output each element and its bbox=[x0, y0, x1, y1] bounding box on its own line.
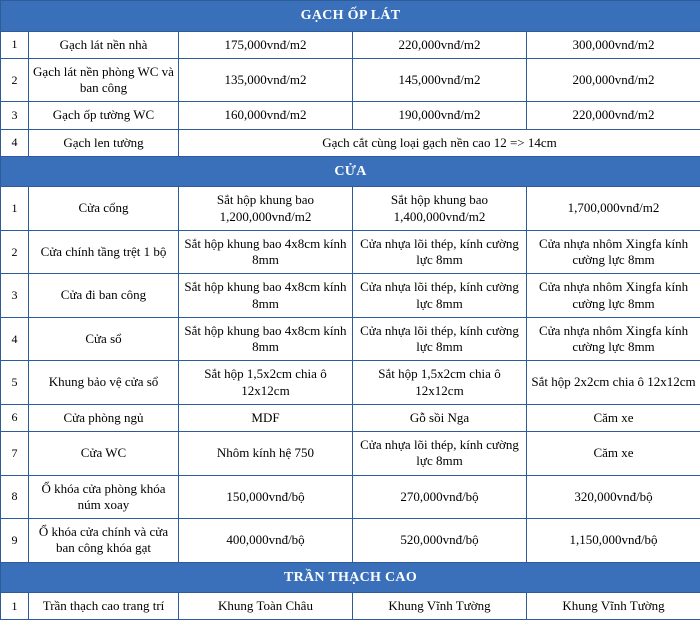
row-value-2: 190,000vnđ/m2 bbox=[353, 102, 527, 129]
table-row bbox=[1, 432, 700, 476]
row-value-1: Sắt hộp 1,5x2cm chia ô 12x12cm bbox=[179, 361, 353, 405]
row-value-3: Cửa nhựa nhôm Xingfa kính cường lực 8mm bbox=[527, 274, 700, 318]
table-row bbox=[1, 58, 700, 102]
row-value-3: Khung Vĩnh Tường bbox=[527, 593, 700, 620]
row-value-1: 150,000vnđ/bộ bbox=[179, 475, 353, 519]
row-value-2: 520,000vnđ/bộ bbox=[353, 519, 527, 563]
row-value-2: Khung Vĩnh Tường bbox=[353, 593, 527, 620]
row-value-1: Sắt hộp khung bao 4x8cm kính 8mm bbox=[179, 317, 353, 361]
row-item-name: Cửa cổng bbox=[29, 187, 179, 231]
row-merged-value: Gạch cắt cùng loại gạch nền cao 12 => 14cm bbox=[179, 129, 700, 156]
row-index: 1 bbox=[1, 31, 29, 58]
table-row bbox=[1, 274, 700, 318]
row-item-name: Gạch lát nền phòng WC và ban công bbox=[29, 58, 179, 102]
row-value-1: 160,000vnđ/m2 bbox=[179, 102, 353, 129]
row-value-1: Nhôm kính hệ 750 bbox=[179, 432, 353, 476]
row-value-2: Sắt hộp khung bao 1,400,000vnđ/m2 bbox=[353, 187, 527, 231]
row-value-3: 1,700,000vnđ/m2 bbox=[527, 187, 700, 231]
row-item-name: Gạch ốp tường WC bbox=[29, 102, 179, 129]
row-value-2: Cửa nhựa lõi thép, kính cường lực 8mm bbox=[353, 432, 527, 476]
table-row bbox=[1, 31, 700, 58]
row-index: 9 bbox=[1, 519, 29, 563]
row-index: 4 bbox=[1, 129, 29, 156]
row-item-name: Ổ khóa cửa phòng khóa núm xoay bbox=[29, 475, 179, 519]
row-item-name: Gạch len tường bbox=[29, 129, 179, 156]
row-value-2: Cửa nhựa lõi thép, kính cường lực 8mm bbox=[353, 317, 527, 361]
table-body bbox=[1, 1, 700, 620]
section-title: CỬA bbox=[1, 156, 700, 187]
row-value-3: Cửa nhựa nhôm Xingfa kính cường lực 8mm bbox=[527, 230, 700, 274]
row-index: 7 bbox=[1, 432, 29, 476]
row-index: 3 bbox=[1, 274, 29, 318]
table-row bbox=[1, 519, 700, 563]
section-header-row bbox=[1, 562, 700, 593]
row-value-3: 300,000vnđ/m2 bbox=[527, 31, 700, 58]
row-value-1: 400,000vnđ/bộ bbox=[179, 519, 353, 563]
row-value-3: Sắt hộp 2x2cm chia ô 12x12cm bbox=[527, 361, 700, 405]
row-item-name: Gạch lát nền nhà bbox=[29, 31, 179, 58]
row-item-name: Cửa sổ bbox=[29, 317, 179, 361]
row-value-1: Sắt hộp khung bao 1,200,000vnđ/m2 bbox=[179, 187, 353, 231]
row-index: 1 bbox=[1, 593, 29, 620]
row-item-name: Trần thạch cao trang trí bbox=[29, 593, 179, 620]
row-value-1: MDF bbox=[179, 404, 353, 431]
row-value-3: 200,000vnđ/m2 bbox=[527, 58, 700, 102]
table-row bbox=[1, 129, 700, 156]
row-value-2: Cửa nhựa lõi thép, kính cường lực 8mm bbox=[353, 274, 527, 318]
section-header-row bbox=[1, 156, 700, 187]
row-index: 5 bbox=[1, 361, 29, 405]
row-value-1: Sắt hộp khung bao 4x8cm kính 8mm bbox=[179, 274, 353, 318]
row-index: 4 bbox=[1, 317, 29, 361]
row-value-1: Sắt hộp khung bao 4x8cm kính 8mm bbox=[179, 230, 353, 274]
row-value-2: 270,000vnđ/bộ bbox=[353, 475, 527, 519]
table-row bbox=[1, 187, 700, 231]
table-row bbox=[1, 102, 700, 129]
row-index: 2 bbox=[1, 58, 29, 102]
row-item-name: Cửa chính tầng trệt 1 bộ bbox=[29, 230, 179, 274]
section-title: TRẦN THẠCH CAO bbox=[1, 562, 700, 593]
row-index: 1 bbox=[1, 187, 29, 231]
row-value-2: Cửa nhựa lõi thép, kính cường lực 8mm bbox=[353, 230, 527, 274]
row-value-2: 220,000vnđ/m2 bbox=[353, 31, 527, 58]
row-value-3: Căm xe bbox=[527, 404, 700, 431]
row-value-2: Gỗ sồi Nga bbox=[353, 404, 527, 431]
row-value-3: 320,000vnđ/bộ bbox=[527, 475, 700, 519]
table-row bbox=[1, 317, 700, 361]
row-index: 8 bbox=[1, 475, 29, 519]
row-value-2: Sắt hộp 1,5x2cm chia ô 12x12cm bbox=[353, 361, 527, 405]
row-item-name: Cửa đi ban công bbox=[29, 274, 179, 318]
table-row bbox=[1, 230, 700, 274]
row-item-name: Cửa WC bbox=[29, 432, 179, 476]
row-value-1: 135,000vnđ/m2 bbox=[179, 58, 353, 102]
row-item-name: Khung bảo vệ cửa sổ bbox=[29, 361, 179, 405]
row-value-1: Khung Toàn Châu bbox=[179, 593, 353, 620]
row-value-3: 1,150,000vnđ/bộ bbox=[527, 519, 700, 563]
table-row bbox=[1, 361, 700, 405]
row-index: 3 bbox=[1, 102, 29, 129]
row-item-name: Cửa phòng ngủ bbox=[29, 404, 179, 431]
table-row bbox=[1, 475, 700, 519]
table-row bbox=[1, 593, 700, 620]
row-value-1: 175,000vnđ/m2 bbox=[179, 31, 353, 58]
row-value-2: 145,000vnđ/m2 bbox=[353, 58, 527, 102]
row-value-3: Cửa nhựa nhôm Xingfa kính cường lực 8mm bbox=[527, 317, 700, 361]
section-header-row bbox=[1, 1, 700, 32]
table-row bbox=[1, 404, 700, 431]
row-index: 6 bbox=[1, 404, 29, 431]
row-index: 2 bbox=[1, 230, 29, 274]
row-value-3: Căm xe bbox=[527, 432, 700, 476]
row-item-name: Ổ khóa cửa chính và cửa ban công khóa gạt bbox=[29, 519, 179, 563]
section-title: GẠCH ỐP LÁT bbox=[1, 1, 700, 32]
row-value-3: 220,000vnđ/m2 bbox=[527, 102, 700, 129]
